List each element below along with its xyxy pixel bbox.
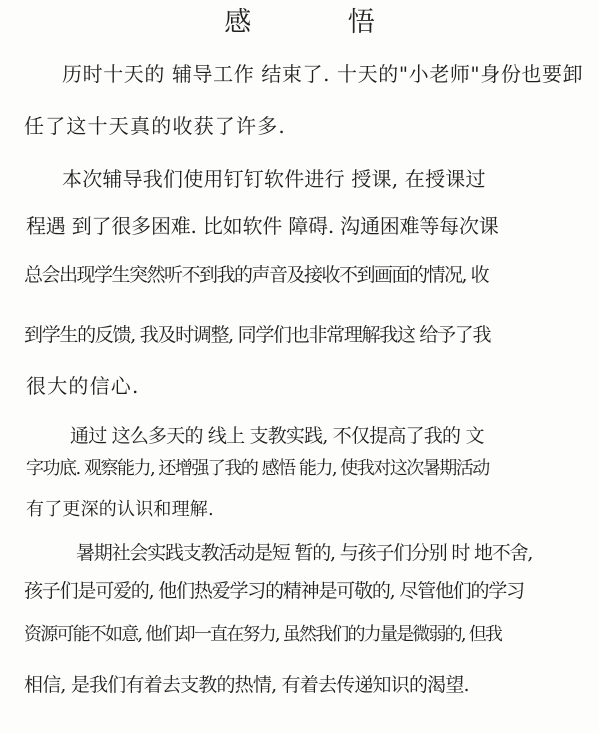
essay-line: 相信, 是我们有着去支教的热情, 有着去传递知识的渴望. — [24, 674, 469, 696]
essay-line: 通过 这么多天的 线上 支教实践, 不仅提高了我的 文 — [70, 425, 484, 447]
essay-line: 任了这十天真的收获了许多. — [24, 114, 286, 138]
essay-line: 本次辅导我们使用钉钉软件进行 授课, 在授课过 — [62, 167, 486, 191]
essay-line: 程遇 到了很多困难. 比如软件 障碍. 沟通困难等每次课 — [26, 214, 499, 238]
essay-line: 字功底. 观察能力, 还增强了我的 感悟 能力, 使我对这次暑期活动 — [26, 458, 489, 479]
essay-line: 历时十天的 辅导工作 结束了. 十天的"小老师"身份也要卸 — [62, 62, 584, 86]
essay-line: 孩子们是可爱的, 他们热爱学习的精神是可敬的, 尽管他们的学习 — [24, 580, 524, 602]
essay-line: 资源可能不如意, 他们却一直在努力, 虽然我们的力量是微弱的, 但我 — [24, 624, 502, 645]
essay-line: 很大的信心. — [26, 374, 140, 398]
essay-line: 有了更深的认识和理解. — [26, 499, 214, 520]
essay-title: 感 悟 — [224, 7, 419, 38]
essay-line: 总会出现学生突然听不到我的声音及接收不到画面的情况, 收 — [24, 264, 489, 286]
essay-line: 暑期社会实践支教活动是短 暂的, 与孩子们分别 时 地不舍, — [76, 542, 533, 564]
essay-line: 到学生的反馈, 我及时调整, 同学们也非常理解我这 给予了我 — [24, 324, 491, 346]
